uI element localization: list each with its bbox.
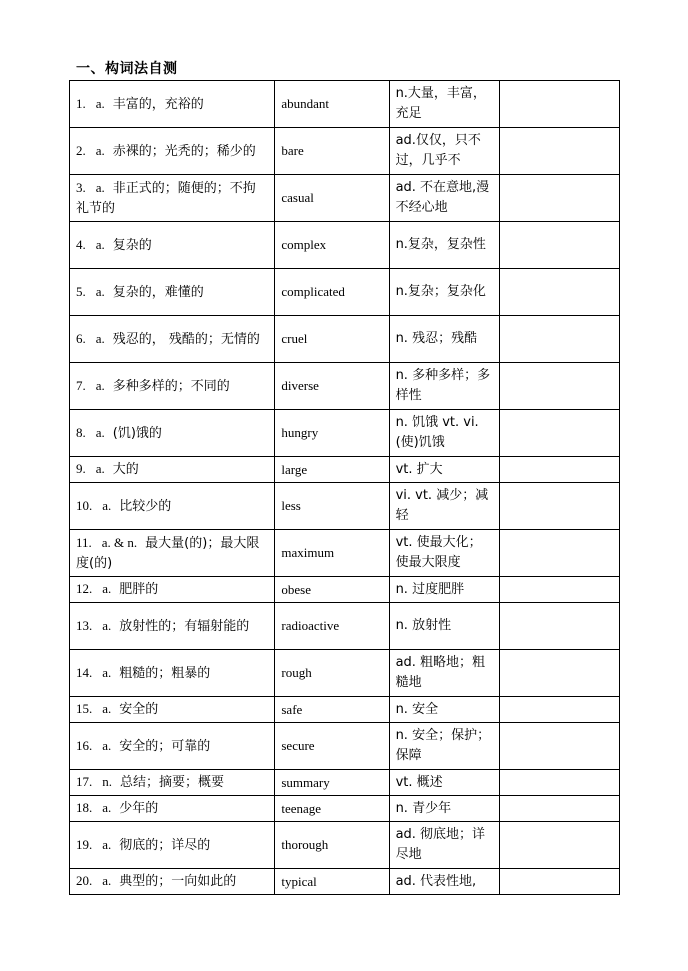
derived-form-cell: n. 过度肥胖 <box>389 577 499 603</box>
answer-blank-cell[interactable] <box>499 530 619 577</box>
row-number: 8. <box>76 424 86 440</box>
answer-blank-cell[interactable] <box>499 483 619 530</box>
row-number: 15. <box>76 701 93 716</box>
meaning-text: 丰富的，充裕的 <box>112 96 204 112</box>
derived-form-cell: n.复杂；复杂化 <box>389 269 499 316</box>
meaning-cell <box>70 796 275 822</box>
word-cell: maximum <box>275 530 389 577</box>
derived-form-cell: n. 放射性 <box>389 603 499 650</box>
meaning-text: 最大量(的)；最大限度(的) <box>76 535 260 571</box>
part-of-speech: a. <box>102 800 112 815</box>
derived-form-cell: ad. 代表性地, <box>389 869 499 895</box>
row-number: 20. <box>76 873 93 888</box>
part-of-speech: a. <box>102 581 112 596</box>
meaning-cell <box>70 577 275 603</box>
row-number: 17. <box>76 774 93 789</box>
row-number: 18. <box>76 800 93 815</box>
derived-form-cell: vi. vt. 减少；减轻 <box>389 483 499 530</box>
meaning-cell <box>70 822 275 869</box>
word-cell: diverse <box>275 363 389 410</box>
table-row <box>70 363 620 410</box>
word-cell: safe <box>275 697 389 723</box>
answer-blank-cell[interactable] <box>499 577 619 603</box>
part-of-speech: a. <box>95 461 105 476</box>
part-of-speech: a. <box>95 179 105 195</box>
table-row <box>70 603 620 650</box>
derived-form-cell: vt. 使最大化；使最大限度 <box>389 530 499 577</box>
word-cell: cruel <box>275 316 389 363</box>
word-cell: radioactive <box>275 603 389 650</box>
row-number: 16. <box>76 737 93 753</box>
table-row <box>70 222 620 269</box>
table-row <box>70 869 620 895</box>
part-of-speech: a. <box>95 236 105 252</box>
answer-blank-cell[interactable] <box>499 175 619 222</box>
part-of-speech: a. & n. <box>101 534 138 550</box>
row-number: 1. <box>76 95 86 111</box>
answer-blank-cell[interactable] <box>499 822 619 869</box>
meaning-cell <box>70 650 275 697</box>
derived-form-cell: ad.仅仅，只不过，几乎不 <box>389 128 499 175</box>
part-of-speech: a. <box>102 701 112 716</box>
part-of-speech: a. <box>102 497 112 513</box>
meaning-cell <box>70 128 275 175</box>
part-of-speech: a. <box>102 737 112 753</box>
part-of-speech: a. <box>95 330 105 346</box>
row-number: 13. <box>76 617 93 633</box>
meaning-text: 大的 <box>112 462 139 477</box>
word-cell: obese <box>275 577 389 603</box>
part-of-speech: a. <box>102 664 112 680</box>
part-of-speech: a. <box>95 283 105 299</box>
answer-blank-cell[interactable] <box>499 869 619 895</box>
row-number: 14. <box>76 664 93 680</box>
meaning-text: 彻底的；详尽的 <box>119 837 211 853</box>
meaning-cell <box>70 723 275 770</box>
derived-form-cell: ad. 不在意地,漫不经心地 <box>389 175 499 222</box>
word-cell: abundant <box>275 81 389 128</box>
meaning-cell <box>70 530 275 577</box>
answer-blank-cell[interactable] <box>499 697 619 723</box>
answer-blank-cell[interactable] <box>499 410 619 457</box>
row-number: 19. <box>76 836 93 852</box>
answer-blank-cell[interactable] <box>499 650 619 697</box>
section-heading: 一、构词法自测 <box>76 61 178 77</box>
derived-form-cell: n. 残忍；残酷 <box>389 316 499 363</box>
meaning-text: 放射性的；有辐射能的 <box>119 618 250 634</box>
row-number: 9. <box>76 461 86 476</box>
meaning-text: 安全的；可靠的 <box>119 738 211 754</box>
part-of-speech: a. <box>95 95 105 111</box>
answer-blank-cell[interactable] <box>499 269 619 316</box>
derived-form-cell: vt. 概述 <box>389 770 499 796</box>
derived-form-cell: n.复杂，复杂性 <box>389 222 499 269</box>
part-of-speech: a. <box>95 377 105 393</box>
row-number: 3. <box>76 179 86 195</box>
meaning-cell <box>70 81 275 128</box>
part-of-speech: a. <box>95 424 105 440</box>
derived-form-cell: n. 安全；保护；保障 <box>389 723 499 770</box>
word-cell: rough <box>275 650 389 697</box>
part-of-speech: a. <box>102 836 112 852</box>
derived-form-cell: n. 饥饿 vt. vi. (使)饥饿 <box>389 410 499 457</box>
meaning-text: (饥)饿的 <box>112 425 162 441</box>
derived-form-cell: n. 安全 <box>389 697 499 723</box>
meaning-cell <box>70 222 275 269</box>
part-of-speech: a. <box>102 873 112 888</box>
meaning-cell <box>70 603 275 650</box>
meaning-text: 肥胖的 <box>119 582 159 597</box>
table-row <box>70 650 620 697</box>
word-cell: hungry <box>275 410 389 457</box>
table-row <box>70 530 620 577</box>
answer-blank-cell[interactable] <box>499 723 619 770</box>
meaning-cell <box>70 770 275 796</box>
meaning-text: 赤裸的；光秃的；稀少的 <box>112 143 256 159</box>
word-cell: less <box>275 483 389 530</box>
meaning-cell <box>70 869 275 895</box>
meaning-text: 典型的；一向如此的 <box>119 874 237 889</box>
row-number: 2. <box>76 142 86 158</box>
part-of-speech: n. <box>102 774 112 789</box>
table-row <box>70 457 620 483</box>
table-row <box>70 577 620 603</box>
meaning-text: 非正式的；随便的；不拘礼节的 <box>76 180 256 216</box>
row-number: 4. <box>76 236 86 252</box>
meaning-cell <box>70 175 275 222</box>
table-row <box>70 483 620 530</box>
word-cell: thorough <box>275 822 389 869</box>
derived-form-cell: n. 青少年 <box>389 796 499 822</box>
word-cell: bare <box>275 128 389 175</box>
meaning-cell <box>70 483 275 530</box>
word-cell: casual <box>275 175 389 222</box>
meaning-cell <box>70 457 275 483</box>
word-cell: large <box>275 457 389 483</box>
answer-blank-cell[interactable] <box>499 457 619 483</box>
word-cell: typical <box>275 869 389 895</box>
answer-blank-cell[interactable] <box>499 770 619 796</box>
table-row <box>70 316 620 363</box>
answer-blank-cell[interactable] <box>499 796 619 822</box>
meaning-cell <box>70 363 275 410</box>
row-number: 5. <box>76 283 86 299</box>
answer-blank-cell[interactable] <box>499 603 619 650</box>
table-row <box>70 822 620 869</box>
meaning-cell <box>70 269 275 316</box>
meaning-text: 粗糙的；粗暴的 <box>119 665 211 681</box>
vocabulary-table <box>69 80 620 895</box>
word-cell: secure <box>275 723 389 770</box>
meaning-cell <box>70 316 275 363</box>
answer-blank-cell[interactable] <box>499 316 619 363</box>
table-row <box>70 697 620 723</box>
word-cell: teenage <box>275 796 389 822</box>
row-number: 11. <box>76 534 92 550</box>
meaning-text: 总结；摘要；概要 <box>120 775 225 790</box>
derived-form-cell: n.大量，丰富，充足 <box>389 81 499 128</box>
meaning-text: 残忍的， 残酷的；无情的 <box>112 331 260 347</box>
meaning-text: 复杂的 <box>112 237 152 253</box>
table-row <box>70 796 620 822</box>
table-row <box>70 81 620 128</box>
derived-form-cell: n. 多种多样；多样性 <box>389 363 499 410</box>
answer-blank-cell[interactable] <box>499 81 619 128</box>
meaning-cell <box>70 410 275 457</box>
word-cell: complex <box>275 222 389 269</box>
row-number: 12. <box>76 581 93 596</box>
meaning-text: 多种多样的；不同的 <box>112 378 230 394</box>
meaning-cell <box>70 697 275 723</box>
meaning-text: 比较少的 <box>119 498 172 514</box>
derived-form-cell: vt. 扩大 <box>389 457 499 483</box>
answer-blank-cell[interactable] <box>499 128 619 175</box>
table-row <box>70 175 620 222</box>
meaning-text: 安全的 <box>119 702 159 717</box>
answer-blank-cell[interactable] <box>499 363 619 410</box>
table-row <box>70 410 620 457</box>
table-row <box>70 723 620 770</box>
derived-form-cell: ad. 粗略地；粗糙地 <box>389 650 499 697</box>
meaning-text: 复杂的，难懂的 <box>112 284 204 300</box>
table-row <box>70 128 620 175</box>
part-of-speech: a. <box>95 142 105 158</box>
meaning-text: 少年的 <box>119 801 159 816</box>
derived-form-cell: ad. 彻底地；详尽地 <box>389 822 499 869</box>
answer-blank-cell[interactable] <box>499 222 619 269</box>
word-cell: summary <box>275 770 389 796</box>
word-cell: complicated <box>275 269 389 316</box>
table-row <box>70 269 620 316</box>
row-number: 10. <box>76 497 93 513</box>
row-number: 7. <box>76 377 86 393</box>
row-number: 6. <box>76 330 86 346</box>
table-row <box>70 770 620 796</box>
part-of-speech: a. <box>102 617 112 633</box>
